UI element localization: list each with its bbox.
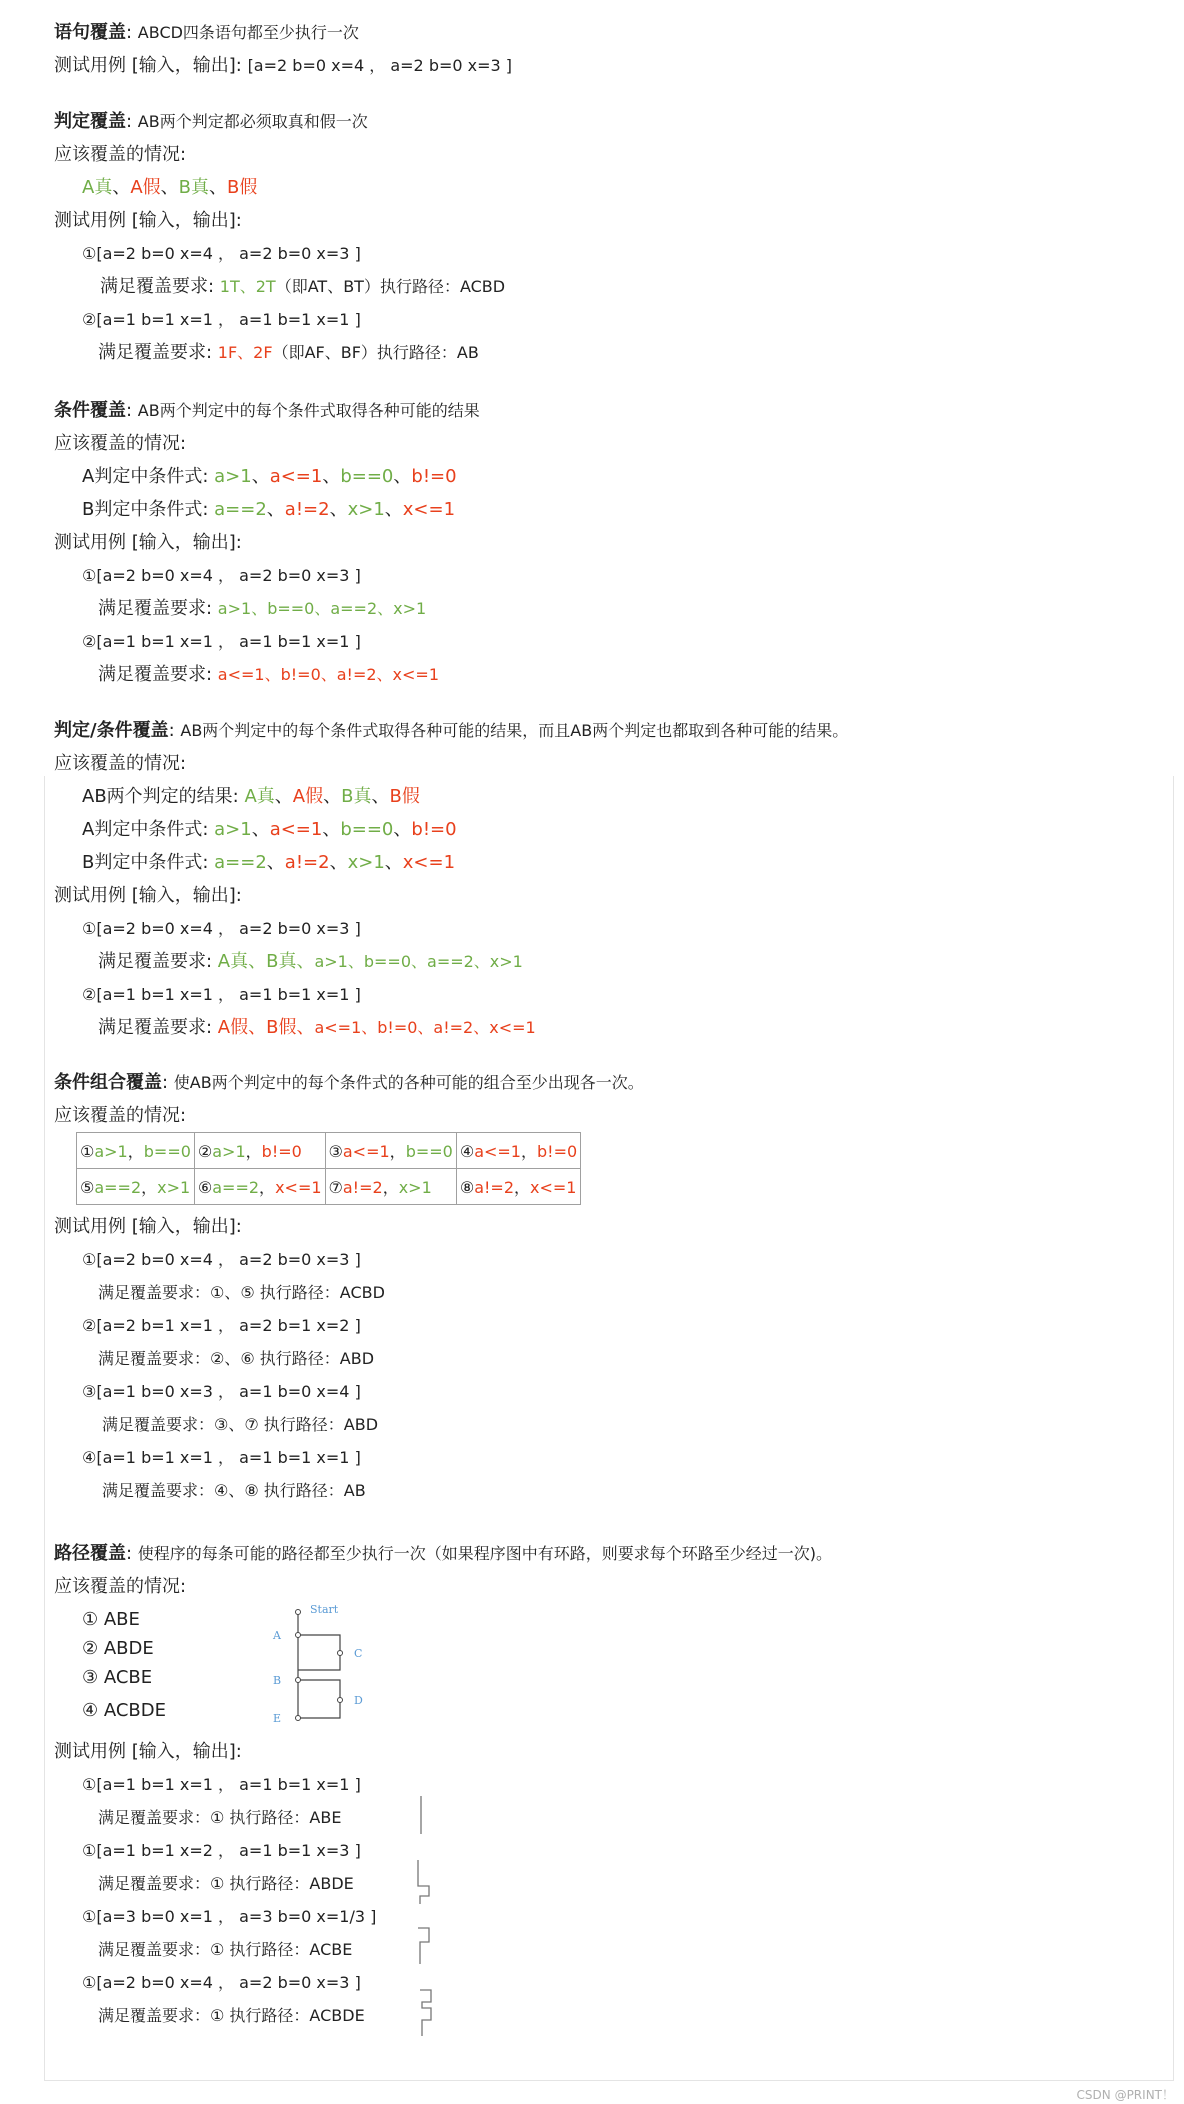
cell-comma: ， — [514, 1178, 531, 1197]
flow-labels — [272, 1603, 363, 1725]
cond-value: a<=1 — [269, 819, 323, 840]
path-3: ③ ACBE — [82, 1667, 153, 1688]
table-cell — [456, 1169, 580, 1205]
result-value: a<=1、b!=0、a!=2、x<=1 — [217, 665, 440, 684]
should-cover-label: 应该覆盖的情况: — [54, 433, 187, 454]
path-acbde-sketch — [414, 1986, 454, 2042]
separator: 、 — [160, 177, 179, 198]
path-trace — [420, 1990, 431, 2036]
cond-value: a!=2 — [284, 499, 330, 520]
separator: 、 — [209, 177, 228, 198]
path-4: ④ ACBDE — [82, 1700, 167, 1721]
cell-comma: ， — [520, 1142, 537, 1161]
condition-combination-coverage-heading — [54, 1070, 644, 1096]
test-case-label: 测试用例 [输入，输出]: — [54, 532, 242, 553]
label-d: D — [354, 1694, 363, 1707]
path-acbe-sketch — [412, 1924, 452, 1970]
should-cover-label: 应该覆盖的情况: — [54, 144, 187, 165]
decision-coverage-heading — [54, 109, 368, 135]
path-trace — [418, 1928, 429, 1964]
coverage-result-2: 满足覆盖要求：②、⑥ 执行路径：ABD — [98, 1349, 375, 1368]
separator: 、 — [384, 499, 403, 520]
cell-cond-2: b!=0 — [537, 1142, 578, 1161]
result-label: 满足覆盖要求: — [98, 951, 218, 972]
separator: 、 — [371, 786, 390, 807]
node-b — [296, 1678, 301, 1683]
flow-edges — [298, 1612, 340, 1718]
a-conditions — [82, 464, 457, 490]
cell-comma: ， — [389, 1142, 406, 1161]
edge-a-c-b — [298, 1635, 340, 1670]
cell-number: ③ — [328, 1142, 343, 1161]
separator: 、 — [251, 466, 270, 487]
result-conditions: a>1、b==0、a==2、x>1 — [314, 952, 523, 971]
test-case-2: ②[a=1 b=1 x=1 ， a=1 b=1 x=1 ] — [82, 985, 361, 1004]
table-cell — [77, 1169, 195, 1205]
table-row — [77, 1133, 581, 1169]
a-conditions — [82, 817, 457, 843]
result-rest: （即AT、BT）执行路径：ACBD — [275, 277, 506, 296]
section-desc: AB两个判定中的每个条件式取得各种可能的结果，而且AB两个判定也都取到各种可能的结果。 — [180, 721, 849, 740]
outcome-a-true: A真 — [244, 786, 275, 807]
test-case-label: 测试用例 [输入，输出]: — [54, 55, 248, 76]
a-conditions-label: A判定中条件式: — [82, 819, 215, 840]
section-title: 判定/条件覆盖 — [54, 720, 169, 741]
coverage-result-2 — [98, 340, 479, 366]
coverage-result-4: 满足覆盖要求：① 执行路径：ACBDE — [98, 2006, 365, 2025]
test-case-label: 测试用例 [输入，输出]: — [54, 885, 242, 906]
section-title: 语句覆盖 — [54, 22, 126, 43]
cell-number: ⑧ — [459, 1178, 475, 1197]
separator: 、 — [393, 466, 412, 487]
cell-number: ① — [80, 1142, 95, 1161]
result-rest: （即AF、BF）执行路径：AB — [272, 343, 479, 362]
section-title: 条件组合覆盖 — [54, 1072, 162, 1093]
coverage-result-2 — [98, 662, 439, 688]
cell-number: ② — [197, 1142, 213, 1161]
test-case-1: ①[a=1 b=1 x=1 ， a=1 b=1 x=1 ] — [82, 1775, 361, 1794]
separator: 、 — [329, 852, 348, 873]
flow-nodes — [296, 1610, 343, 1721]
cond-value: a>1 — [214, 819, 252, 840]
label-start: Start — [310, 1603, 339, 1616]
a-conditions-label: A判定中条件式: — [82, 466, 215, 487]
section-desc: ABCD四条语句都至少执行一次 — [137, 23, 359, 42]
section-desc: 使AB两个判定中的每个条件式的各种可能的组合至少出现各一次。 — [173, 1073, 644, 1092]
title-sep: : — [126, 111, 138, 132]
node-e — [296, 1716, 301, 1721]
path-2: ② ABDE — [82, 1638, 154, 1659]
result-value: 1F、2F — [217, 343, 273, 362]
result-conditions: a<=1、b!=0、a!=2、x<=1 — [314, 1018, 536, 1037]
separator: 、 — [384, 852, 403, 873]
cell-cond-1: a>1 — [212, 1142, 246, 1161]
separator: 、 — [393, 819, 412, 840]
cond-value: x>1 — [347, 499, 385, 520]
result-value: 1T、2T — [219, 277, 276, 296]
title-sep: : — [126, 22, 138, 43]
combination-table — [76, 1132, 581, 1205]
cond-value: a<=1 — [269, 466, 323, 487]
cond-value: x>1 — [347, 852, 385, 873]
cell-cond-2: b==0 — [405, 1142, 453, 1161]
cell-cond-1: a==2 — [212, 1178, 260, 1197]
table-cell — [194, 1169, 325, 1205]
coverage-result-1: 满足覆盖要求：①、⑤ 执行路径：ACBD — [98, 1283, 385, 1302]
decision-outcomes — [82, 175, 257, 201]
b-conditions-label: B判定中条件式: — [82, 499, 215, 520]
coverage-result-1 — [98, 949, 523, 975]
should-cover-label: 应该覆盖的情况: — [54, 753, 187, 774]
cell-cond-1: a!=2 — [342, 1178, 383, 1197]
node-a — [296, 1633, 301, 1638]
cell-cond-1: a<=1 — [342, 1142, 390, 1161]
test-case-1: ①[a=2 b=0 x=4 ， a=2 b=0 x=3 ] — [82, 1250, 361, 1269]
outcome-a-false: A假 — [292, 786, 324, 807]
table-cell — [194, 1133, 325, 1169]
separator: 、 — [322, 466, 341, 487]
outcome-b-true: B真 — [341, 786, 372, 807]
table-cell — [325, 1133, 456, 1169]
table-row — [77, 1169, 581, 1205]
section-desc: AB两个判定中的每个条件式取得各种可能的结果 — [137, 401, 480, 420]
coverage-result-4: 满足覆盖要求：④、⑧ 执行路径：AB — [102, 1481, 366, 1500]
path-abde-sketch — [412, 1856, 452, 1906]
test-case-label: 测试用例 [输入，输出]: — [54, 1216, 242, 1237]
edge-b-d-e — [298, 1680, 340, 1718]
should-cover-label: 应该覆盖的情况: — [54, 1576, 187, 1597]
coverage-result-3: 满足覆盖要求：① 执行路径：ACBE — [98, 1940, 353, 1959]
label-a: A — [273, 1629, 281, 1642]
outcome-a-false: A假 — [130, 177, 161, 198]
test-case-3: ①[a=3 b=0 x=1 ， a=3 b=0 x=1/3 ] — [82, 1907, 377, 1926]
title-sep: : — [162, 1072, 174, 1093]
table-cell — [325, 1169, 456, 1205]
result-label: 满足覆盖要求: — [98, 1017, 218, 1038]
statement-coverage-heading — [54, 20, 359, 46]
outcome-b-false: B假 — [227, 177, 258, 198]
cell-cond-2: x>1 — [398, 1178, 432, 1197]
cell-number: ⑥ — [197, 1178, 213, 1197]
test-case-value: [a=2 b=0 x=4 ， a=2 b=0 x=3 ] — [247, 56, 513, 75]
test-case-3: ③[a=1 b=0 x=3 ， a=1 b=0 x=4 ] — [82, 1382, 361, 1401]
test-case-2: ①[a=1 b=1 x=2 ， a=1 b=1 x=3 ] — [82, 1841, 361, 1860]
decision-results — [82, 784, 420, 810]
cell-comma: ， — [127, 1142, 144, 1161]
coverage-result-1: 满足覆盖要求：① 执行路径：ABE — [98, 1808, 342, 1827]
cell-comma: ， — [259, 1178, 276, 1197]
cell-comma: ， — [382, 1178, 399, 1197]
coverage-result-2 — [98, 1015, 536, 1041]
cond-value: b!=0 — [411, 466, 457, 487]
node-c — [338, 1651, 343, 1656]
cell-cond-2: b!=0 — [261, 1142, 302, 1161]
coverage-result-3: 满足覆盖要求：③、⑦ 执行路径：ABD — [102, 1415, 379, 1434]
title-sep: : — [126, 400, 138, 421]
watermark: CSDN @PRINT！ — [1076, 2088, 1174, 2102]
cond-value: b!=0 — [411, 819, 457, 840]
coverage-result-1 — [100, 274, 505, 300]
result-label: 满足覆盖要求: — [98, 342, 218, 363]
result-label: 满足覆盖要求: — [98, 598, 218, 619]
result-value: a>1、b==0、a==2、x>1 — [217, 599, 427, 618]
path-coverage-heading — [54, 1541, 832, 1567]
separator: 、 — [266, 499, 285, 520]
test-case-line — [54, 53, 512, 79]
table-cell — [456, 1133, 580, 1169]
separator: 、 — [322, 819, 341, 840]
separator: 、 — [274, 786, 293, 807]
result-label: 满足覆盖要求: — [98, 664, 218, 685]
table-cell — [77, 1133, 195, 1169]
section-desc: 使程序的每条可能的路径都至少执行一次（如果程序图中有环路，则要求每个环路至少经过一次)。 — [137, 1544, 833, 1563]
b-conditions-label: B判定中条件式: — [82, 852, 215, 873]
coverage-result-1 — [98, 596, 426, 622]
cell-cond-1: a>1 — [94, 1142, 128, 1161]
result-label: 满足覆盖要求: — [100, 276, 220, 297]
cell-number: ⑦ — [328, 1178, 343, 1197]
test-case-2: ②[a=1 b=1 x=1 ， a=1 b=1 x=1 ] — [82, 632, 361, 651]
label-b: B — [273, 1674, 282, 1687]
cell-cond-1: a==2 — [94, 1178, 142, 1197]
decision-condition-coverage-heading — [54, 718, 848, 744]
cond-value: a!=2 — [284, 852, 330, 873]
section-title: 路径覆盖 — [54, 1543, 126, 1564]
test-case-1: ①[a=2 b=0 x=4 ， a=2 b=0 x=3 ] — [82, 244, 361, 263]
cell-comma: ， — [141, 1178, 158, 1197]
b-conditions — [82, 850, 455, 876]
separator: 、 — [251, 819, 270, 840]
cond-value: a==2 — [214, 499, 267, 520]
separator: 、 — [266, 852, 285, 873]
test-case-4: ④[a=1 b=1 x=1 ， a=1 b=1 x=1 ] — [82, 1448, 361, 1467]
section-title: 判定覆盖 — [54, 111, 126, 132]
section-title: 条件覆盖 — [54, 400, 126, 421]
test-case-4: ①[a=2 b=0 x=4 ， a=2 b=0 x=3 ] — [82, 1973, 361, 1992]
title-sep: : — [126, 1543, 138, 1564]
separator: 、 — [112, 177, 131, 198]
cell-cond-2: x<=1 — [275, 1178, 322, 1197]
label-c: C — [354, 1647, 363, 1660]
results-label: AB两个判定的结果: — [82, 786, 245, 807]
node-start — [296, 1610, 301, 1615]
title-sep: : — [168, 720, 181, 741]
coverage-result-2: 满足覆盖要求：① 执行路径：ABDE — [98, 1874, 354, 1893]
test-case-2: ②[a=1 b=1 x=1 ， a=1 b=1 x=1 ] — [82, 310, 361, 329]
cell-cond-2: x>1 — [157, 1178, 191, 1197]
cell-cond-1: a<=1 — [474, 1142, 521, 1161]
cond-value: b==0 — [340, 819, 394, 840]
outcome-b-false: B假 — [389, 786, 420, 807]
cond-value: x<=1 — [402, 852, 456, 873]
b-conditions — [82, 497, 455, 523]
node-d — [338, 1698, 343, 1703]
test-case-2: ②[a=2 b=1 x=1 ， a=2 b=1 x=2 ] — [82, 1316, 361, 1335]
section-desc: AB两个判定都必须取真和假一次 — [137, 112, 368, 131]
cond-value: a>1 — [214, 466, 252, 487]
test-case-1: ①[a=2 b=0 x=4 ， a=2 b=0 x=3 ] — [82, 919, 361, 938]
result-outcomes: A假、B假、 — [217, 1017, 315, 1038]
cell-number: ④ — [459, 1142, 475, 1161]
separator: 、 — [323, 786, 342, 807]
program-flow-graph — [268, 1598, 378, 1728]
path-abe-sketch — [412, 1792, 452, 1840]
path-1: ① ABE — [82, 1609, 140, 1630]
result-outcomes: A真、B真、 — [217, 951, 315, 972]
cell-comma: ， — [245, 1142, 262, 1161]
outcome-a-true: A真 — [82, 177, 113, 198]
separator: 、 — [329, 499, 348, 520]
cell-number: ⑤ — [80, 1178, 95, 1197]
test-case-label: 测试用例 [输入，输出]: — [54, 1741, 242, 1762]
condition-coverage-heading — [54, 398, 480, 424]
path-trace — [418, 1860, 429, 1904]
cell-cond-2: x<=1 — [530, 1178, 577, 1197]
cond-value: x<=1 — [402, 499, 456, 520]
test-case-label: 测试用例 [输入，输出]: — [54, 210, 242, 231]
cell-cond-2: b==0 — [143, 1142, 191, 1161]
should-cover-label: 应该覆盖的情况: — [54, 1105, 187, 1126]
label-e: E — [273, 1712, 282, 1725]
outcome-b-true: B真 — [178, 177, 210, 198]
cond-value: a==2 — [214, 852, 267, 873]
cell-cond-1: a!=2 — [474, 1178, 514, 1197]
test-case-1: ①[a=2 b=0 x=4 ， a=2 b=0 x=3 ] — [82, 566, 361, 585]
cond-value: b==0 — [340, 466, 394, 487]
